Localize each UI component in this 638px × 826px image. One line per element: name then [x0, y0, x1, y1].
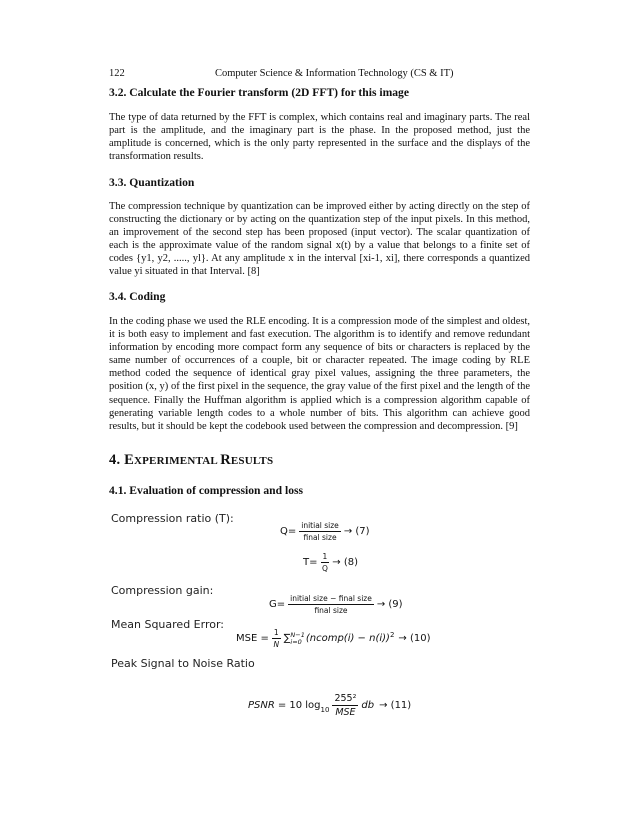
- equation-ref: → (7): [343, 526, 370, 537]
- psnr-label: Peak Signal to Noise Ratio: [111, 657, 255, 670]
- equation-ref: → (8): [332, 557, 359, 568]
- section-number: 4.: [109, 452, 125, 468]
- fraction: [332, 693, 358, 718]
- fraction-denominator: final size: [314, 606, 348, 615]
- compression-ratio-label: Compression ratio (T):: [111, 512, 234, 525]
- formula-lhs: G=: [269, 599, 286, 610]
- section-heading-3-3: 3.3. Quantization: [109, 176, 195, 189]
- section-paragraph-3-2: The type of data returned by the FFT is complex, which contains real and imaginary parts. The real part is the amplitude, and the imaginary part is the phase. In the proposed method, just the amplitude is concerned, which is the only party represented in the surface and the displays of the transformation results.: [109, 112, 530, 163]
- fraction-denominator: MSE: [335, 707, 356, 718]
- section-paragraph-3-3: The compression technique by quantization can be improved either by acting directly on the step of constructing the dictionary or by acting on the quantization step of the input pixels. In this method, an improvement of the second step has been proposed (input vector). The scalar quantization of each is the approximate value of the random signal x(t) by a value that belongs to a finite set of codes {y1, y2, ....., yl}. At any amplitude x in the interval [xi-1, xi], there corresponds a quantized value yi situated in that Interval. [8]: [109, 201, 530, 278]
- formula-lhs: T=: [303, 557, 318, 568]
- fraction-numerator: 255²: [334, 693, 357, 704]
- section-heading-3-4: 3.4. Coding: [109, 290, 166, 303]
- summation-bounds: N−1 i=0: [290, 630, 305, 646]
- exponent: 2: [389, 631, 395, 639]
- fraction-numerator: initial size − final size: [290, 594, 372, 603]
- mse-label: Mean Squared Error:: [111, 618, 224, 631]
- formula-8: [303, 552, 358, 573]
- fraction: [299, 521, 341, 542]
- formula-9: [269, 594, 403, 615]
- formula-lhs: Q=: [280, 526, 297, 537]
- fraction-numerator: 1: [322, 552, 328, 561]
- log-base: 10: [320, 705, 330, 714]
- formula-lhs: PSNR: [248, 700, 275, 711]
- summation-symbol: ∑: [283, 633, 291, 644]
- equation-ref: → (10): [398, 633, 431, 644]
- equation-ref: → (9): [376, 599, 403, 610]
- section-heading-4: 4. EXPERIMENTAL RESULTS: [109, 452, 274, 468]
- compression-gain-label: Compression gain:: [111, 584, 214, 597]
- section-paragraph-3-4: In the coding phase we used the RLE encoding. It is a compression mode of the simplest and oldest, it is both easy to implement and fast execution. The algorithm is to identify and remove redundant information by encoding more compact form any sequence of bits or characters is replaced by the same number of occurrences of a couple, bit or character repeated. The image coding by RLE method coded the sequence of identical gray pixel values, assigning the three parameters, the position (x, y) of the first pixel in the sequence, the gray value of the first pixel and the length of the sequence. Finally the Huffman algorithm is applied which is a compression algorithm capable of generating variable length codes to a whole number of bits. This algorithm can achieve good results, but it should be kept the codebook used between the compression and decompression. [9]: [109, 316, 530, 432]
- fraction-numerator: 1: [273, 628, 279, 637]
- fraction-denominator: N: [273, 640, 280, 649]
- formula-10: [236, 628, 431, 649]
- running-title: Computer Science & Information Technology (CS & IT): [215, 68, 454, 79]
- fraction: [288, 594, 374, 615]
- formula-body: (ncomp(i) − n(i)): [305, 633, 390, 644]
- fraction-denominator: final size: [303, 533, 337, 542]
- section-heading-4-1: 4.1. Evaluation of compression and loss: [109, 484, 304, 497]
- fraction-numerator: initial size: [301, 521, 339, 530]
- formula-7: [280, 521, 370, 542]
- formula-eq: = 10 log: [277, 700, 321, 711]
- fraction: [321, 552, 330, 573]
- fraction: [272, 628, 281, 649]
- section-heading-3-2: 3.2. Calculate the Fourier transform (2D FFT) for this image: [109, 86, 409, 99]
- unit: db: [361, 700, 375, 711]
- formula-11: [248, 693, 411, 718]
- fraction-denominator: Q: [321, 564, 328, 573]
- page-number: 122: [109, 68, 125, 79]
- formula-lhs: MSE =: [236, 633, 269, 644]
- equation-ref: → (11): [379, 700, 412, 711]
